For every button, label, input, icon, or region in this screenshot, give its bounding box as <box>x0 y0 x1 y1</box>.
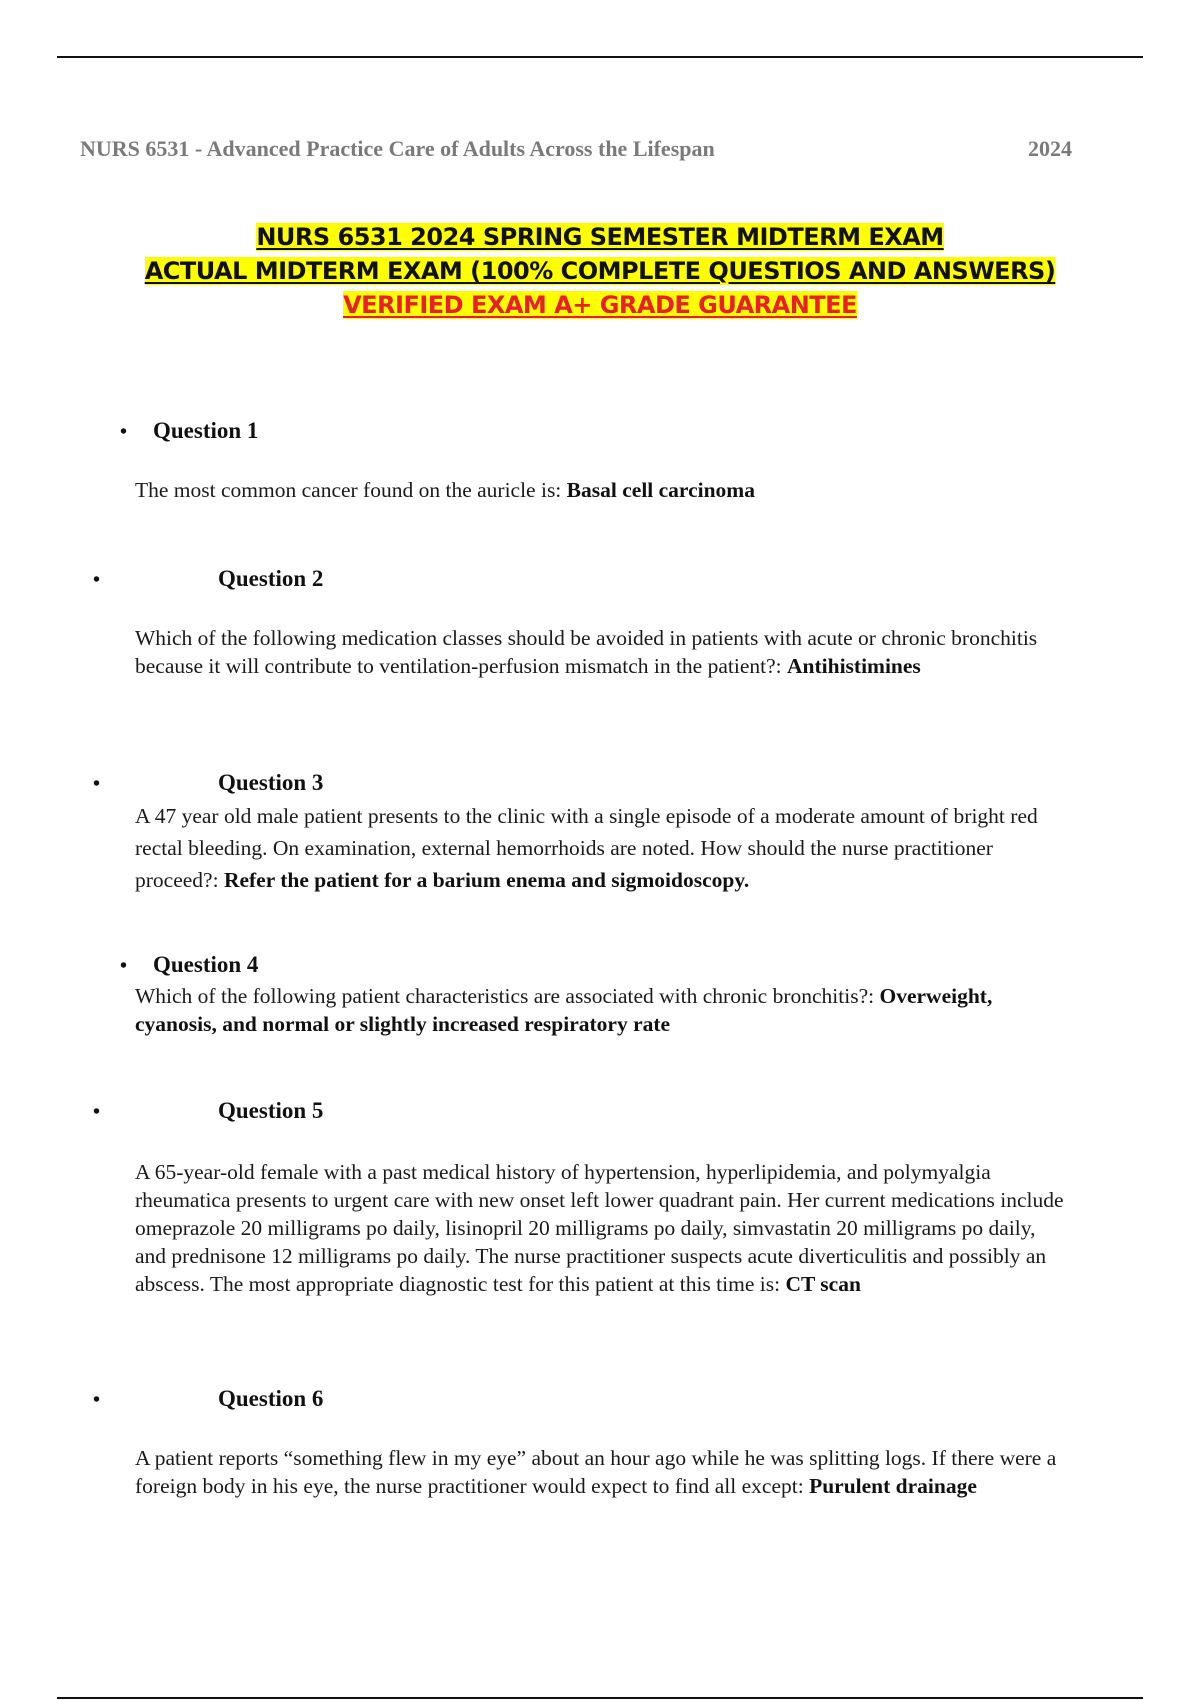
question-5-heading: Question 5 <box>218 1098 324 1123</box>
bullet-icon: • <box>120 421 128 443</box>
question-6-text: A patient reports “something flew in my eye” about an hour ago while he was splitting logs. If there were a foreign body in his eye, the nurse practitioner would expect to find all except: <box>135 1446 1057 1498</box>
question-3-answer: Refer the patient for a barium enema and sigmoidoscopy. <box>223 868 750 892</box>
question-3-text: A 47 year old male patient presents to the clinic with a single episode of a moderate amount of bright red rectal bleeding. On examination, external hemorrhoids are noted. How should the nurse practitioner proceed?: <box>135 804 1038 892</box>
bullet-icon: • <box>93 1101 101 1123</box>
running-header <box>80 136 1072 162</box>
question-1-text: The most common cancer found on the auricle is: <box>135 478 567 502</box>
question-4-heading: Question 4 <box>153 952 259 977</box>
question-2-body <box>135 624 1065 680</box>
question-2-text: Which of the following medication classes should be avoided in patients with acute or chronic bronchitis because it will contribute to ventilation-perfusion mismatch in the patient?: <box>135 626 1038 678</box>
header-year: 2024 <box>1028 136 1072 161</box>
top-rule <box>57 56 1143 58</box>
course-title: NURS 6531 - Advanced Practice Care of Adults Across the Lifespan <box>80 136 715 161</box>
question-1-heading: Question 1 <box>153 418 259 443</box>
question-5-body <box>135 1158 1065 1298</box>
question-5-answer: CT scan <box>785 1272 861 1296</box>
title-line-3: VERIFIED EXAM A+ GRADE GUARANTEE <box>343 291 857 319</box>
question-2-answer: Antihistimines <box>787 654 921 678</box>
bullet-icon: • <box>93 569 101 591</box>
exam-title-block <box>0 220 1200 322</box>
bullet-icon: • <box>93 1389 101 1411</box>
title-line-2: ACTUAL MIDTERM EXAM (100% COMPLETE QUESTIOS AND ANSWERS) <box>144 257 1056 285</box>
question-3-heading: Question 3 <box>218 770 324 795</box>
question-6-answer: Purulent drainage <box>809 1474 977 1498</box>
question-4-answer: Overweight, cyanosis, and normal or slightly increased respiratory rate <box>135 984 993 1036</box>
bottom-rule <box>57 1697 1143 1699</box>
question-1-answer: Basal cell carcinoma <box>566 478 755 502</box>
question-4-text: Which of the following patient characteristics are associated with chronic bronchitis?: <box>135 984 880 1008</box>
question-3-body <box>135 800 1065 896</box>
question-2-heading: Question 2 <box>218 566 324 591</box>
question-4-body <box>135 982 1065 1038</box>
question-1-body <box>135 476 1065 504</box>
bullet-icon: • <box>93 773 101 795</box>
question-6-body <box>135 1444 1065 1500</box>
bullet-icon: • <box>120 955 128 977</box>
question-5-text: A 65-year-old female with a past medical history of hypertension, hyperlipidemia, and polymyalgia rheumatica presents to urgent care with new onset left lower quadrant pain. Her current medications include omeprazole 20 milligrams po daily, lisinopril 20 milligrams po daily, simvastatin 20 milligrams po daily, and prednisone 12 milligrams po daily. The nurse practitioner suspects acute diverticulitis and possibly an abscess. The most appropriate diagnostic test for this patient at this time is: <box>135 1160 1064 1296</box>
question-6-heading: Question 6 <box>218 1386 324 1411</box>
title-line-1: NURS 6531 2024 SPRING SEMESTER MIDTERM EXAM <box>256 223 944 251</box>
